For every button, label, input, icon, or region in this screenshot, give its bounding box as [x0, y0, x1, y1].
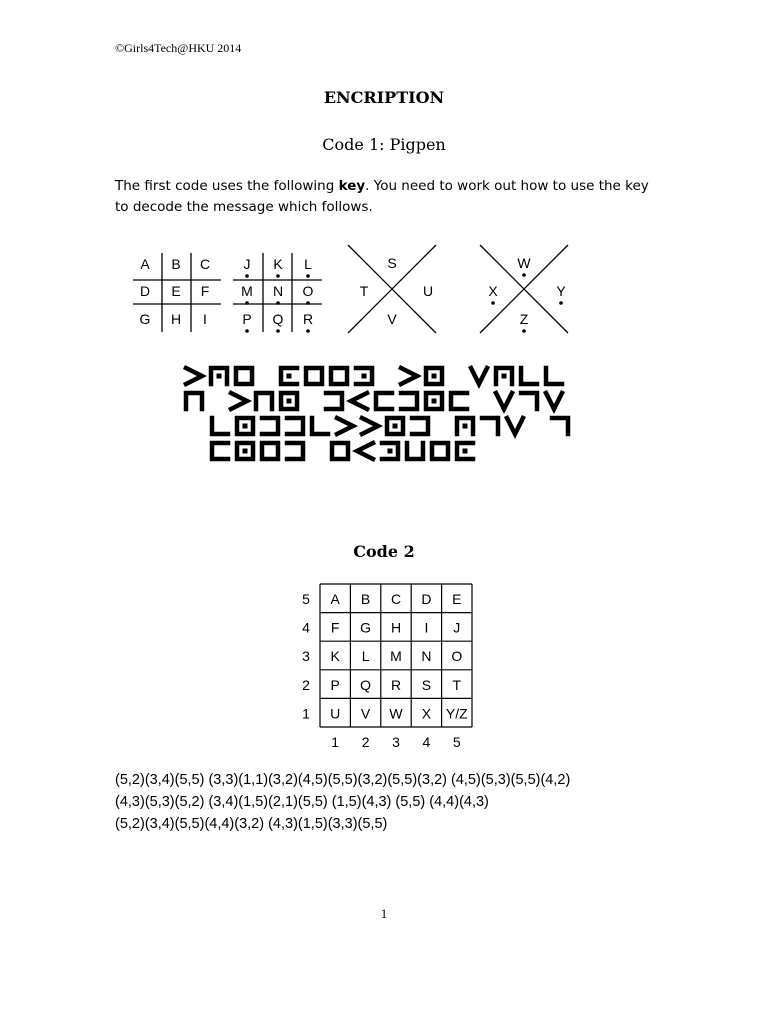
grid-cell-letter: C — [390, 591, 402, 607]
key-letter-w: W — [517, 255, 531, 271]
cipher-glyph — [401, 368, 417, 384]
cipher-glyph — [552, 418, 568, 434]
grid-cell-letter: Y/Z — [445, 705, 468, 722]
intro-text-end: . You need to work out how to use the key to decode the message which follows. — [115, 178, 649, 215]
key-letter-n: N — [272, 283, 284, 299]
row-label: 5 — [302, 591, 310, 607]
grid-cell-letter: X — [421, 705, 432, 722]
cipher-glyph-dot — [243, 424, 248, 429]
cipher-glyph-dot — [362, 374, 367, 379]
cipher-glyph-dot — [432, 374, 437, 379]
key-letter-b: B — [171, 256, 181, 272]
cipher-glyph-dot — [388, 449, 393, 454]
cipher-glyph — [262, 418, 278, 434]
grid-cell-letter: G — [360, 619, 372, 636]
cipher-glyph — [236, 368, 252, 384]
cipher-glyph — [212, 418, 228, 434]
column-label: 3 — [392, 734, 400, 750]
key-letter-v: V — [387, 311, 397, 327]
column-label: 1 — [331, 734, 340, 750]
grid-cell-letter: V — [360, 705, 371, 722]
grid-cell-letter: K — [330, 648, 340, 665]
key-letter-p: P — [242, 311, 252, 327]
cipher-glyph-dot — [287, 374, 292, 379]
grid-cell-letter: F — [330, 619, 340, 636]
cipher-glyph — [332, 443, 348, 459]
key-letter-y: Y — [556, 283, 566, 299]
key-letter-e: E — [171, 283, 181, 299]
intro-key-word: key — [338, 178, 366, 194]
key-letter-u: U — [422, 283, 434, 299]
cipher-glyph — [186, 393, 202, 409]
column-label: 4 — [422, 734, 431, 750]
grid-cell-letter: Q — [360, 676, 372, 693]
message-line-1: (5,2)(3,4)(5,5) (3,3)(1,1)(3,2)(4,5)(5,5)(3,2)(5,5)(3,2) (4,5)(5,3)(5,5)(4,2) — [115, 772, 571, 788]
key-letter-h: H — [170, 311, 182, 327]
cipher-glyph — [351, 393, 367, 409]
key-letter-k: K — [273, 256, 283, 272]
cipher-glyph — [212, 443, 228, 459]
key-letter-d: D — [139, 283, 151, 299]
row-label: 4 — [302, 619, 310, 636]
key-letter-x: X — [488, 283, 498, 299]
grid-cell-letter: A — [330, 591, 340, 607]
cipher-glyph — [546, 393, 562, 409]
cipher-glyph — [231, 393, 247, 409]
row-label: 3 — [302, 648, 310, 665]
cipher-glyph — [262, 443, 278, 459]
message-line-2: (4,3)(5,3)(5,2) (3,4)(1,5)(2,1)(5,5) (1,5)(4,3) (5,5) (4,4)(4,3) — [115, 794, 489, 810]
cipher-glyph — [337, 418, 353, 434]
cipher-glyph — [407, 443, 423, 459]
cipher-glyph-dot — [432, 399, 437, 404]
cipher-glyph — [471, 368, 487, 384]
cipher-glyph — [312, 418, 328, 434]
grid-cell-letter: U — [330, 705, 341, 722]
cipher-glyph — [507, 418, 523, 434]
cipher-glyph — [287, 443, 303, 459]
grid-cell-letter: B — [360, 591, 371, 607]
cipher-glyph — [326, 393, 342, 409]
cipher-glyph — [256, 393, 272, 409]
cipher-glyph — [482, 418, 498, 434]
cipher-glyph — [496, 393, 512, 409]
grid-cell-letter: L — [361, 648, 370, 665]
cipher-line-4 — [212, 443, 473, 459]
key-letter-m: M — [241, 283, 253, 299]
grid-cell-letter: T — [452, 676, 462, 693]
cipher-glyph — [376, 393, 392, 409]
grid-cell-letter: I — [424, 619, 429, 636]
cipher-line-2 — [186, 393, 562, 409]
row-label: 1 — [302, 705, 310, 722]
intro-text-start: The first code uses the following — [115, 178, 339, 194]
grid-cell-letter: H — [390, 619, 402, 636]
key-letter-g: G — [139, 311, 151, 327]
code2-title: Code 2 — [353, 542, 415, 561]
column-label: 2 — [361, 734, 370, 750]
code2-message — [115, 769, 675, 835]
cipher-glyph — [451, 393, 467, 409]
polybius-square — [292, 583, 482, 753]
cipher-glyph — [186, 368, 202, 384]
key-letter-t: T — [359, 283, 369, 299]
column-label: 5 — [452, 734, 461, 750]
key-letter-c: C — [199, 256, 211, 272]
key-letter-z: Z — [519, 311, 529, 327]
cipher-glyph-dot — [217, 374, 222, 379]
grid-cell-letter: J — [453, 619, 461, 636]
cipher-glyph — [521, 393, 537, 409]
key-letter-r: R — [302, 311, 314, 327]
grid-cell-letter: M — [390, 648, 402, 665]
cipher-line-1 — [186, 368, 562, 384]
cipher-glyph — [331, 368, 347, 384]
cipher-glyph — [432, 443, 448, 459]
cipher-glyph — [357, 443, 373, 459]
key-letter-i: I — [203, 311, 207, 327]
cipher-glyph-dot — [287, 399, 292, 404]
key-letter-s: S — [387, 255, 397, 271]
header-note: ©Girls4Tech@HKU 2014 — [115, 41, 242, 55]
row-label: 2 — [302, 676, 310, 693]
grid-cell-letter: D — [421, 591, 432, 607]
grid-cell-letter: N — [421, 648, 432, 665]
key-letter-j: J — [243, 256, 251, 272]
cipher-glyph — [521, 368, 537, 384]
key-letter-f: F — [200, 283, 210, 299]
cipher-glyph — [546, 368, 562, 384]
pigpen-cipher-message — [0, 0, 768, 480]
code1-title: Code 1: Pigpen — [322, 135, 446, 154]
cipher-glyph-dot — [463, 449, 468, 454]
grid-cell-letter: R — [390, 676, 402, 693]
grid-cell-letter: P — [330, 676, 340, 693]
cipher-glyph — [306, 368, 322, 384]
page-number: 1 — [380, 906, 388, 921]
cipher-line-3 — [212, 418, 568, 434]
cipher-glyph-dot — [243, 449, 248, 454]
grid-cell-letter: W — [389, 705, 403, 722]
key-letter-q: Q — [272, 311, 284, 327]
key-letter-o: O — [302, 283, 314, 299]
cipher-glyph — [362, 418, 378, 434]
grid-cell-letter: E — [452, 591, 462, 607]
key-letter-l: L — [304, 256, 312, 272]
grid-cell-letter: S — [421, 676, 432, 693]
cipher-glyph-dot — [502, 374, 507, 379]
cipher-glyph — [401, 393, 417, 409]
cipher-glyph — [412, 418, 428, 434]
cipher-glyph-dot — [393, 424, 398, 429]
grid-cell-letter: O — [451, 648, 463, 665]
cipher-glyph — [287, 418, 303, 434]
document-title: ENCRIPTION — [323, 88, 445, 107]
cipher-glyph-dot — [463, 424, 468, 429]
key-letter-a: A — [140, 256, 150, 272]
message-line-3: (5,2)(3,4)(5,5)(4,4)(3,2) (4,3)(1,5)(3,3)(5,5) — [115, 816, 388, 832]
